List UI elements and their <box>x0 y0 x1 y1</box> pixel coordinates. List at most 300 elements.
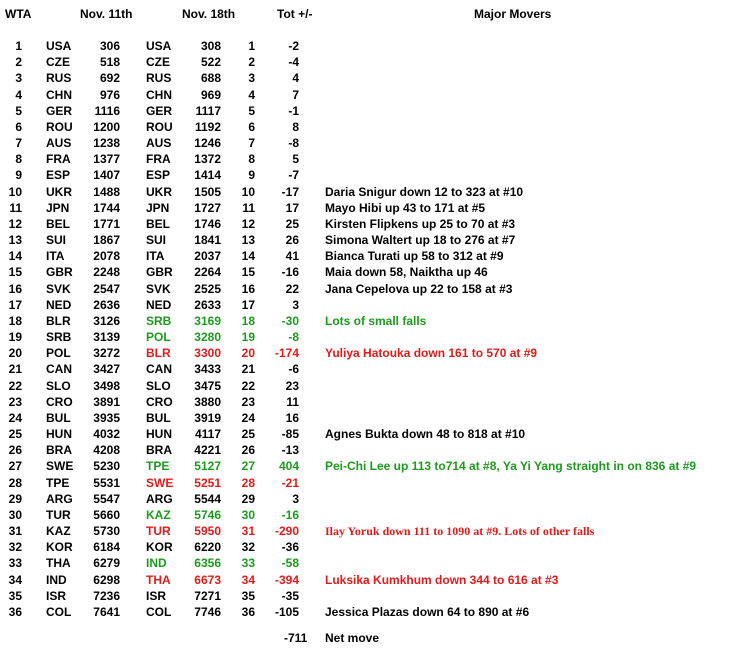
country-prev: GER <box>46 103 73 118</box>
score-new: 5746 <box>194 507 221 522</box>
country-new: GER <box>146 103 173 118</box>
country-new: AUS <box>146 136 172 151</box>
tot-change: 404 <box>278 459 299 474</box>
table-row <box>0 539 749 555</box>
rank-new: 24 <box>241 410 255 425</box>
score-new: 308 <box>200 39 221 53</box>
country-prev: BLR <box>46 313 71 328</box>
table-row <box>0 216 749 232</box>
tot-change: 3 <box>292 297 299 312</box>
table-row <box>0 345 749 361</box>
score-new: 1372 <box>194 152 221 167</box>
tot-change: 7 <box>292 87 299 102</box>
rank-new: 21 <box>241 362 255 377</box>
rank-new: 6 <box>248 119 255 134</box>
country-prev: ISR <box>46 588 67 603</box>
score-new: 3300 <box>194 346 221 361</box>
country-new: SRB <box>146 313 172 328</box>
country-prev: SLO <box>46 378 71 393</box>
rank-new: 23 <box>241 394 255 409</box>
score-prev: 1377 <box>93 152 120 167</box>
tot-change: -17 <box>281 184 299 199</box>
tot-change: 4 <box>292 71 299 86</box>
score-new: 4117 <box>194 427 221 442</box>
score-prev: 2636 <box>93 297 120 312</box>
score-new: 6673 <box>194 572 221 587</box>
country-prev: IND <box>46 572 67 587</box>
table-row <box>0 507 749 523</box>
rank-prev: 5 <box>15 103 22 118</box>
rank-new: 13 <box>241 233 255 248</box>
country-prev: JPN <box>46 200 70 215</box>
country-prev: SUI <box>46 233 67 248</box>
country-prev: ESP <box>46 168 71 183</box>
rank-new: 31 <box>241 524 255 539</box>
tot-change: -394 <box>274 572 299 587</box>
rank-prev: 4 <box>15 87 22 102</box>
rank-new: 9 <box>248 168 255 183</box>
score-prev: 4208 <box>93 443 120 458</box>
rank-prev: 1 <box>15 39 22 53</box>
country-new: NED <box>146 297 172 312</box>
score-prev: 5730 <box>93 524 120 539</box>
table-row <box>0 604 749 620</box>
header-major-movers: Major Movers <box>474 7 552 21</box>
score-new: 2633 <box>194 297 221 312</box>
net-move-value: -711 <box>284 631 308 645</box>
score-new: 2037 <box>194 249 221 264</box>
rank-new: 27 <box>241 459 255 474</box>
tot-change: 26 <box>285 233 299 248</box>
score-new: 5127 <box>194 459 221 474</box>
table-row <box>0 394 749 410</box>
country-new: BEL <box>146 216 170 231</box>
country-prev: SRB <box>46 330 72 345</box>
tot-change: -6 <box>288 362 299 377</box>
score-new: 1192 <box>194 119 221 134</box>
score-new: 1117 <box>195 103 221 118</box>
table-row <box>0 200 749 216</box>
table-row <box>0 458 749 474</box>
table-row <box>0 378 749 394</box>
rank-new: 8 <box>248 152 255 167</box>
country-prev: KAZ <box>46 524 71 539</box>
tot-change: 17 <box>285 200 299 215</box>
tot-change: 3 <box>292 491 299 506</box>
table-row <box>0 54 749 70</box>
score-prev: 3139 <box>93 330 120 345</box>
rank-new: 10 <box>241 184 255 199</box>
rank-prev: 14 <box>8 249 22 264</box>
score-prev: 3272 <box>93 346 120 361</box>
country-prev: ROU <box>46 119 73 134</box>
table-row <box>0 297 749 313</box>
country-prev: TPE <box>46 475 70 490</box>
country-prev: RUS <box>46 71 72 86</box>
score-prev: 6279 <box>93 556 120 571</box>
table-row <box>0 572 749 588</box>
country-prev: CZE <box>46 55 70 70</box>
table-row <box>0 313 749 329</box>
header-nov18: Nov. 18th <box>182 7 236 21</box>
score-prev: 692 <box>99 71 120 86</box>
score-new: 5251 <box>194 475 221 490</box>
score-prev: 1771 <box>93 216 120 231</box>
score-new: 3433 <box>194 362 221 377</box>
score-prev: 1407 <box>93 168 120 183</box>
country-prev: BEL <box>46 216 70 231</box>
major-mover-note: Kirsten Flipkens up 25 to 70 at #3 <box>325 216 516 231</box>
rank-new: 28 <box>241 475 255 490</box>
table-row <box>0 329 749 345</box>
net-move-label: Net move <box>325 631 380 645</box>
country-new: KAZ <box>146 507 171 522</box>
score-new: 1505 <box>194 184 221 199</box>
country-prev: KOR <box>46 540 73 555</box>
rank-prev: 2 <box>15 55 22 70</box>
rank-prev: 7 <box>15 136 22 151</box>
major-mover-note: Yuliya Hatouka down 161 to 570 at #9 <box>325 346 538 361</box>
score-prev: 3126 <box>93 313 120 328</box>
tot-change: -4 <box>288 55 299 70</box>
rank-prev: 24 <box>8 410 22 425</box>
tot-change: -8 <box>288 136 299 151</box>
rank-new: 29 <box>241 491 255 506</box>
country-prev: CHN <box>46 87 72 102</box>
country-new: BRA <box>146 443 172 458</box>
country-new: ISR <box>146 588 167 603</box>
rank-prev: 3 <box>15 71 22 86</box>
table-row <box>0 410 749 426</box>
major-mover-note: Jessica Plazas down 64 to 890 at #6 <box>325 604 530 619</box>
tot-change: -105 <box>274 604 299 619</box>
table-row <box>0 87 749 103</box>
table-row <box>0 281 749 297</box>
country-new: CAN <box>146 362 172 377</box>
country-new: SWE <box>146 475 174 490</box>
country-new: IND <box>146 556 167 571</box>
score-prev: 5547 <box>93 491 120 506</box>
score-new: 969 <box>200 87 221 102</box>
rank-prev: 21 <box>8 362 22 377</box>
score-prev: 1867 <box>93 233 120 248</box>
rank-prev: 19 <box>8 330 22 345</box>
score-prev: 3498 <box>93 378 120 393</box>
score-new: 7271 <box>194 588 221 603</box>
country-prev: UKR <box>46 184 72 199</box>
country-prev: AUS <box>46 136 72 151</box>
table-row <box>0 38 749 54</box>
rank-prev: 35 <box>8 588 22 603</box>
table-row <box>0 361 749 377</box>
table-row <box>0 523 749 539</box>
rank-prev: 28 <box>8 475 22 490</box>
score-prev: 7236 <box>93 588 120 603</box>
header-nov11: Nov. 11th <box>80 7 133 21</box>
tot-change: 16 <box>285 410 299 425</box>
tot-change: -36 <box>281 540 299 555</box>
rank-prev: 8 <box>15 152 22 167</box>
rank-new: 35 <box>241 588 255 603</box>
rank-new: 17 <box>241 297 255 312</box>
major-mover-note: Bianca Turati up 58 to 312 at #9 <box>325 249 504 264</box>
tot-change: -7 <box>288 168 299 183</box>
table-row <box>0 475 749 491</box>
country-prev: BUL <box>46 410 71 425</box>
country-new: ITA <box>146 249 165 264</box>
table-row <box>0 426 749 442</box>
score-new: 6220 <box>194 540 221 555</box>
table-row <box>0 264 749 280</box>
country-prev: SVK <box>46 281 71 296</box>
country-new: KOR <box>146 540 173 555</box>
rank-new: 32 <box>241 540 255 555</box>
score-new: 3280 <box>194 330 221 345</box>
major-mover-note: Agnes Bukta down 48 to 818 at #10 <box>325 427 526 442</box>
tot-change: -58 <box>281 556 299 571</box>
country-new: ARG <box>146 491 173 506</box>
score-prev: 306 <box>99 39 120 53</box>
country-new: RUS <box>146 71 172 86</box>
rank-new: 22 <box>241 378 255 393</box>
country-new: BLR <box>146 346 171 361</box>
rank-prev: 32 <box>8 540 22 555</box>
country-prev: COL <box>46 604 72 619</box>
tot-change: -35 <box>281 588 299 603</box>
rank-new: 34 <box>241 572 255 587</box>
rank-new: 14 <box>241 249 255 264</box>
country-new: SLO <box>146 378 171 393</box>
rank-new: 2 <box>248 55 255 70</box>
score-prev: 976 <box>99 87 120 102</box>
score-prev: 6298 <box>93 572 120 587</box>
rank-new: 36 <box>241 604 255 619</box>
score-prev: 1200 <box>93 119 120 134</box>
tot-change: -30 <box>281 313 299 328</box>
score-prev: 3427 <box>93 362 120 377</box>
tot-change: -2 <box>288 39 299 53</box>
table-row <box>0 442 749 458</box>
table-row <box>0 588 749 604</box>
major-mover-note: Daria Snigur down 12 to 323 at #10 <box>325 184 524 199</box>
rank-prev: 23 <box>8 394 22 409</box>
tot-change: 25 <box>285 216 299 231</box>
rank-prev: 15 <box>8 265 22 280</box>
table-row <box>0 491 749 507</box>
major-mover-note: Simona Waltert up 18 to 276 at #7 <box>325 233 516 248</box>
score-prev: 1116 <box>94 103 120 118</box>
score-new: 3919 <box>194 410 221 425</box>
country-new: TPE <box>146 459 170 474</box>
rank-new: 3 <box>248 71 255 86</box>
country-new: SVK <box>146 281 171 296</box>
score-new: 6356 <box>194 556 221 571</box>
country-new: CZE <box>146 55 170 70</box>
country-new: HUN <box>146 427 172 442</box>
rank-new: 19 <box>241 330 255 345</box>
rank-new: 33 <box>241 556 255 571</box>
country-new: TUR <box>146 524 171 539</box>
score-new: 1246 <box>194 136 221 151</box>
country-new: SUI <box>146 233 167 248</box>
country-prev: GBR <box>46 265 73 280</box>
score-new: 3880 <box>194 394 221 409</box>
score-prev: 1744 <box>93 200 120 215</box>
country-prev: USA <box>46 39 72 53</box>
rank-new: 26 <box>241 443 255 458</box>
rank-new: 11 <box>242 200 255 215</box>
tot-change: 41 <box>285 249 299 264</box>
country-new: UKR <box>146 184 172 199</box>
score-new: 522 <box>200 55 221 70</box>
country-new: USA <box>146 39 172 53</box>
score-new: 688 <box>200 71 221 86</box>
country-prev: NED <box>46 297 72 312</box>
score-new: 4221 <box>194 443 221 458</box>
country-prev: ITA <box>46 249 65 264</box>
country-prev: FRA <box>46 152 71 167</box>
tot-change: 11 <box>286 394 299 409</box>
score-new: 1746 <box>194 216 221 231</box>
score-new: 7746 <box>194 604 221 619</box>
score-prev: 5531 <box>93 475 120 490</box>
score-prev: 1488 <box>93 184 120 199</box>
country-new: ROU <box>146 119 173 134</box>
country-new: THA <box>146 572 171 587</box>
table-row <box>0 248 749 264</box>
rank-new: 20 <box>241 346 255 361</box>
tot-change: -16 <box>281 507 299 522</box>
major-mover-note: Lots of small falls <box>325 313 427 328</box>
country-prev: TUR <box>46 507 71 522</box>
rank-prev: 30 <box>8 507 22 522</box>
rank-new: 15 <box>241 265 255 280</box>
score-prev: 5230 <box>93 459 120 474</box>
rank-new: 5 <box>248 103 255 118</box>
country-prev: CAN <box>46 362 72 377</box>
major-mover-note: Jana Cepelova up 22 to 158 at #3 <box>325 281 513 296</box>
rank-prev: 31 <box>8 524 22 539</box>
tot-change: -1 <box>288 103 299 118</box>
country-prev: BRA <box>46 443 72 458</box>
country-new: CRO <box>146 394 173 409</box>
table-row <box>0 184 749 200</box>
rank-prev: 12 <box>8 216 22 231</box>
table-row <box>0 103 749 119</box>
tot-change: -21 <box>281 475 299 490</box>
score-new: 3169 <box>194 313 221 328</box>
tot-change: -13 <box>281 443 299 458</box>
country-prev: THA <box>46 556 71 571</box>
score-new: 1414 <box>194 168 221 183</box>
rank-prev: 17 <box>8 297 22 312</box>
table-row <box>0 232 749 248</box>
score-prev: 5660 <box>93 507 120 522</box>
tot-change: -8 <box>288 330 299 345</box>
country-new: JPN <box>146 200 170 215</box>
header-wta: WTA <box>5 7 32 21</box>
rank-prev: 29 <box>8 491 22 506</box>
country-prev: HUN <box>46 427 72 442</box>
score-prev: 3935 <box>93 410 120 425</box>
country-prev: POL <box>46 346 71 361</box>
score-new: 2525 <box>194 281 221 296</box>
rank-prev: 18 <box>8 313 22 328</box>
header-tot: Tot +/- <box>277 7 313 21</box>
score-prev: 4032 <box>93 427 120 442</box>
score-new: 1727 <box>194 200 221 215</box>
rank-new: 18 <box>241 313 255 328</box>
rank-prev: 26 <box>8 443 22 458</box>
rank-new: 30 <box>241 507 255 522</box>
rank-new: 1 <box>248 39 255 53</box>
score-prev: 1238 <box>93 136 120 151</box>
rank-new: 12 <box>241 216 255 231</box>
table-row <box>0 119 749 135</box>
score-prev: 6184 <box>93 540 120 555</box>
tot-change: -16 <box>281 265 299 280</box>
score-prev: 7641 <box>93 604 120 619</box>
country-new: COL <box>146 604 172 619</box>
table-row <box>0 167 749 183</box>
rank-prev: 11 <box>9 200 22 215</box>
country-prev: CRO <box>46 394 73 409</box>
score-new: 2264 <box>194 265 221 280</box>
major-mover-note: Pei-Chi Lee up 113 to714 at #8, Ya Yi Yang straight in on 836 at #9 <box>325 459 697 474</box>
rank-prev: 22 <box>8 378 22 393</box>
table-row <box>0 151 749 167</box>
score-prev: 3891 <box>93 394 120 409</box>
tot-change: -85 <box>281 427 299 442</box>
score-prev: 518 <box>99 55 120 70</box>
score-new: 1841 <box>194 233 221 248</box>
tot-change: 23 <box>285 378 299 393</box>
score-new: 3475 <box>194 378 221 393</box>
rank-new: 4 <box>248 87 255 102</box>
rank-prev: 27 <box>8 459 22 474</box>
table-row <box>0 135 749 151</box>
tot-change: 5 <box>292 152 299 167</box>
table-row <box>0 555 749 571</box>
rank-prev: 16 <box>8 281 22 296</box>
score-prev: 2547 <box>93 281 120 296</box>
major-mover-note: Mayo Hibi up 43 to 171 at #5 <box>325 200 486 215</box>
rank-new: 16 <box>241 281 255 296</box>
tot-change: 22 <box>285 281 299 296</box>
score-prev: 2078 <box>93 249 120 264</box>
score-new: 5950 <box>194 524 221 539</box>
major-mover-note: Luksika Kumkhum down 344 to 616 at #3 <box>325 572 559 587</box>
rank-prev: 25 <box>8 427 22 442</box>
country-new: ESP <box>146 168 171 183</box>
major-mover-note: Ilay Yoruk down 111 to 1090 at #9. Lots of other falls <box>325 524 595 539</box>
tot-change: -174 <box>274 346 299 361</box>
tot-change: 8 <box>292 119 299 134</box>
country-new: CHN <box>146 87 172 102</box>
tot-change: -290 <box>274 524 299 539</box>
rank-prev: 36 <box>8 604 22 619</box>
country-new: BUL <box>146 410 171 425</box>
score-prev: 2248 <box>93 265 120 280</box>
country-prev: SWE <box>46 459 74 474</box>
rank-prev: 34 <box>8 572 22 587</box>
rank-prev: 13 <box>8 233 22 248</box>
rank-prev: 6 <box>15 119 22 134</box>
country-new: GBR <box>146 265 173 280</box>
country-new: POL <box>146 330 171 345</box>
rank-new: 7 <box>248 136 255 151</box>
rank-prev: 10 <box>8 184 22 199</box>
